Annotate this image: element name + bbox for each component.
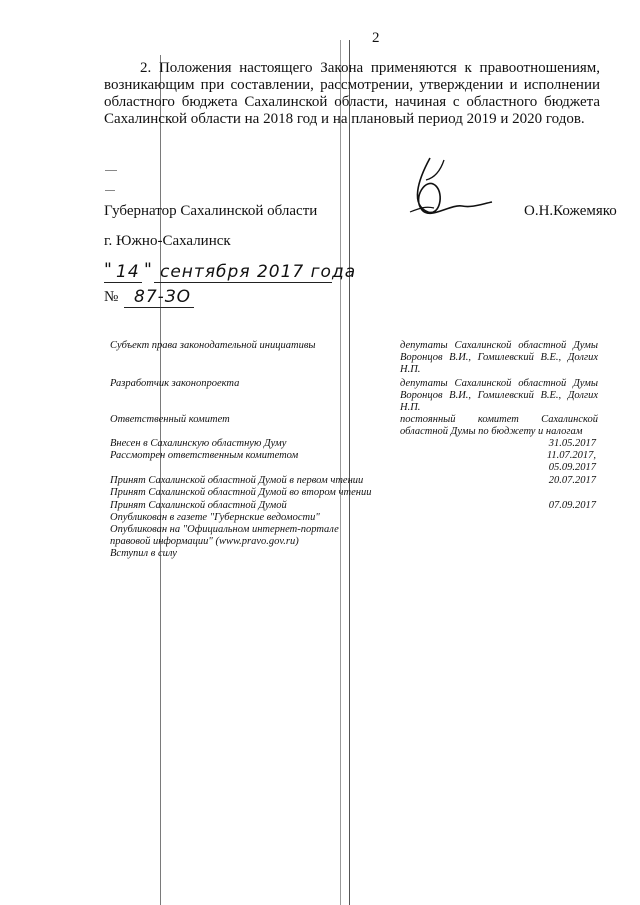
scan-line	[340, 40, 341, 905]
subject-label: Субъект права законодательной инициативы	[110, 340, 316, 351]
date-month-year: сентября 2017 года	[160, 262, 357, 282]
signatory-name: О.Н.Кожемяко	[524, 203, 617, 219]
adopted-date: 07.09.2017	[548, 500, 596, 511]
effective-label: Вступил в силу	[110, 548, 177, 559]
published-newspaper-label: Опубликован в газете "Губернские ведомости"	[110, 512, 320, 523]
date-day: 14	[116, 262, 140, 282]
quote-close: "	[144, 260, 153, 280]
law-paragraph: 2. Положения настоящего Закона применяются к правоотношениям, возникающим при составлении, рассмотрении, утверждении и исполнении областного бюджета Сахалинской области, начиная с областного бюджета Сахалинской области на 2018 год и на плановый период 2019 и 2020 годов.	[104, 60, 600, 127]
handwritten-signature	[400, 150, 500, 230]
adopted-label: Принят Сахалинской областной Думой	[110, 500, 287, 511]
page-number: 2	[372, 30, 380, 46]
number-sign: №	[104, 289, 119, 305]
subject-value: депутаты Сахалинской областной Думы Воронцов В.И., Гомилевский В.Е., Долгих Н.П.	[400, 340, 598, 375]
signing-place: г. Южно-Сахалинск	[104, 233, 231, 249]
reviewed-label: Рассмотрен ответственным комитетом	[110, 450, 299, 461]
committee-value: постоянный комитет Сахалинской областной Думы по бюджету и налогам	[400, 414, 598, 437]
number-value: 87-ЗО	[134, 287, 192, 307]
second-reading-label: Принят Сахалинской областной Думой во втором чтении	[110, 487, 372, 498]
introduced-date: 31.05.2017	[548, 438, 596, 449]
date-underline	[154, 282, 332, 283]
first-reading-date: 20.07.2017	[548, 475, 596, 486]
first-reading-label: Принят Сахалинской областной Думой в первом чтении	[110, 475, 364, 486]
developer-value: депутаты Сахалинской областной Думы Воронцов В.И., Гомилевский В.Е., Долгих Н.П.	[400, 378, 598, 413]
developer-label: Разработчик законопроекта	[110, 378, 240, 389]
scan-mark	[105, 170, 117, 171]
date-underline	[104, 282, 142, 283]
scan-line	[349, 40, 350, 905]
quote-open: "	[104, 260, 113, 280]
published-portal-label: Опубликован на "Официальном интернет-портале правовой информации" (www.pravo.gov.ru)	[110, 524, 339, 547]
introduced-label: Внесен в Сахалинскую областную Думу	[110, 438, 287, 449]
reviewed-date-2: 05.09.2017	[548, 462, 596, 473]
signatory-title: Губернатор Сахалинской области	[104, 203, 318, 219]
reviewed-date-1: 11.07.2017,	[546, 450, 596, 461]
number-underline	[124, 307, 194, 308]
committee-label: Ответственный комитет	[110, 414, 230, 425]
scan-mark	[105, 190, 115, 191]
